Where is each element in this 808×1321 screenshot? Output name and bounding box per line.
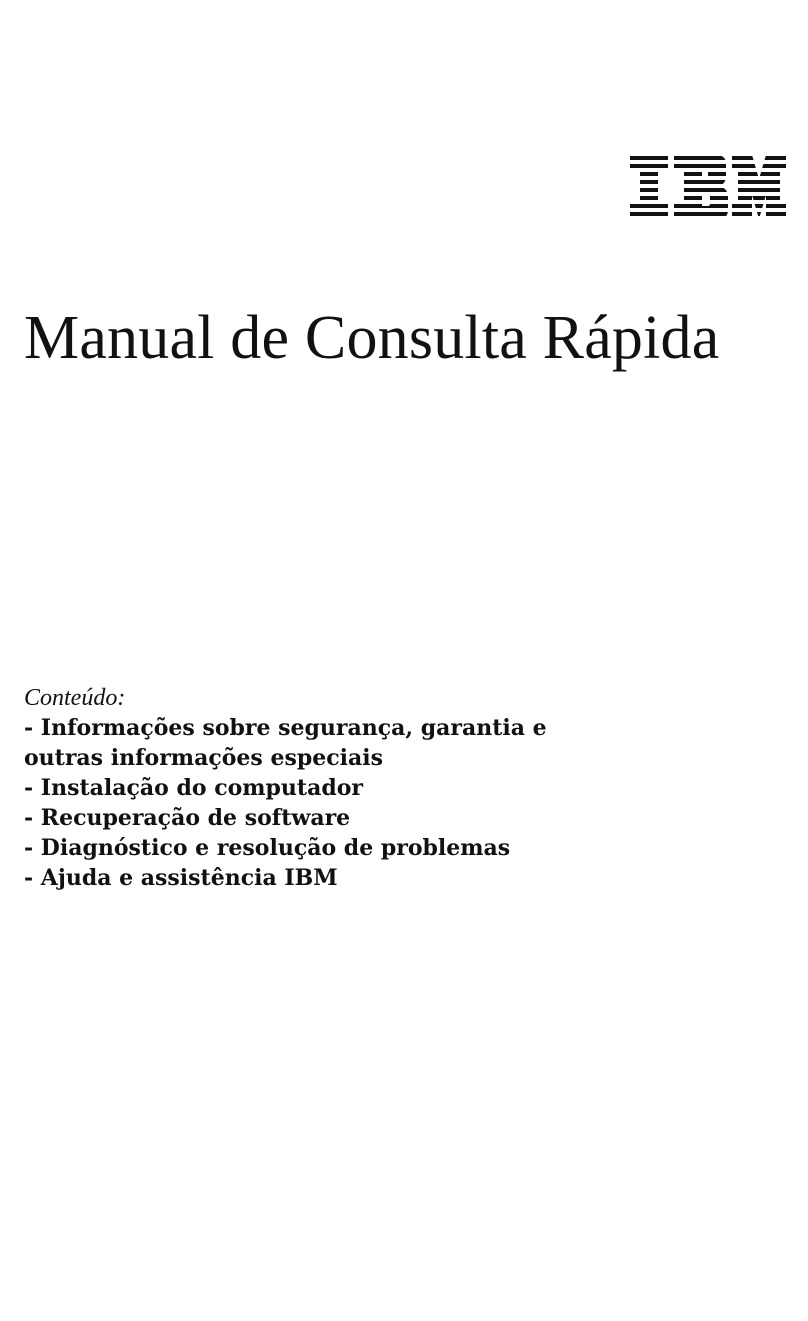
- contents-item-software-recovery: - Recuperação de software: [24, 805, 351, 831]
- contents-item-troubleshooting: - Diagnóstico e resolução de problemas: [24, 835, 511, 861]
- contents-item-computer-setup: - Instalação do computador: [24, 775, 363, 801]
- document-title: Manual de Consulta Rápida: [24, 304, 720, 372]
- contents-list: [24, 713, 644, 893]
- ibm-logo: [628, 155, 786, 219]
- contents-item-safety-warranty: - Informações sobre segurança, garantia e: [24, 715, 547, 741]
- ibm-logo-graphic: [628, 155, 786, 219]
- contents-section: [24, 683, 644, 893]
- contents-item-help-and-service: - Ajuda e assistência IBM: [24, 865, 338, 891]
- contents-heading: Conteúdo:: [24, 685, 126, 711]
- contents-item-safety-warranty-continued: outras informações especiais: [24, 745, 383, 771]
